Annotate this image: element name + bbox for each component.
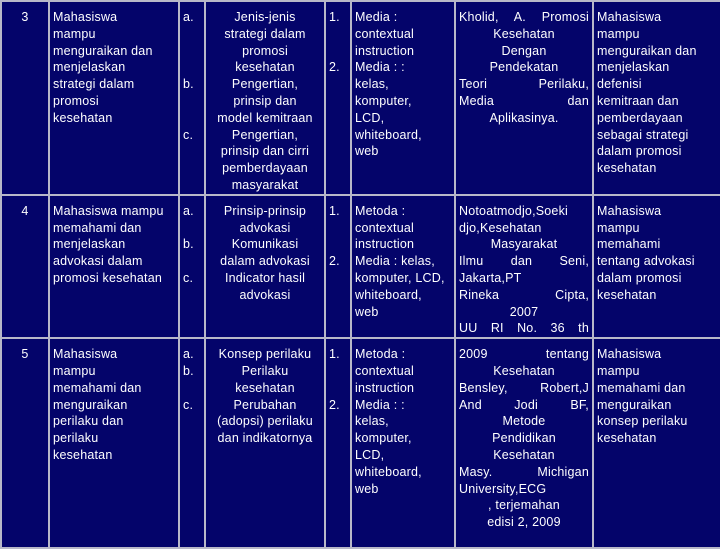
material-item-text: Jenis-jenis (234, 10, 296, 24)
objective-line: menguraikan (53, 397, 128, 412)
spacer (183, 287, 201, 304)
spacer (329, 380, 347, 397)
material-item-label: c. (183, 127, 194, 142)
spacer (329, 110, 347, 127)
outcome-line: menguraikan dan (597, 43, 697, 58)
material-item-text: advokasi (239, 287, 291, 302)
outcome-line: memahami dan (597, 380, 686, 395)
spacer (183, 220, 201, 237)
spacer (329, 430, 347, 447)
reference-line: Aplikasinya. (489, 110, 559, 125)
method-item-text: komputer, (355, 93, 412, 108)
material-item-label: c. (183, 397, 194, 412)
method-item-text: komputer, LCD, (355, 270, 445, 285)
reference-cell (455, 195, 593, 338)
reference-line: Jakarta,PT (459, 270, 522, 285)
method-label-cell (325, 1, 351, 195)
objective-line: promosi kesehatan (53, 270, 163, 285)
method-item-label: 2. (329, 60, 340, 75)
spacer (183, 177, 201, 194)
objective-line: kesehatan (53, 110, 113, 125)
row-number: 3 (21, 10, 29, 24)
reference-line: Ilmu dan Seni, (459, 254, 589, 269)
reference-line: Metode (502, 414, 546, 429)
method-item-label: 1. (329, 347, 340, 362)
material-item-label: a. (183, 347, 194, 362)
method-item-text: Media : : (355, 60, 405, 75)
outcome-cell (593, 338, 720, 548)
spacer (329, 220, 347, 237)
spacer (329, 287, 347, 304)
material-item-text: prinsip dan cirri (220, 144, 310, 159)
material-item-text: dan indikatornya (217, 431, 313, 446)
reference-line: 2007 (509, 304, 539, 319)
reference-line: djo,Kesehatan (459, 220, 542, 235)
table-row (1, 195, 720, 338)
objective-line: Mahasiswa (53, 347, 118, 362)
reference-line: , terjemahan (488, 498, 560, 513)
reference-line: Notoatmodjo,Soeki (459, 203, 569, 218)
material-item-label: a. (183, 203, 194, 218)
spacer (329, 43, 347, 60)
objective-line: mampu (53, 363, 96, 378)
method-item-text: komputer, (355, 431, 412, 446)
method-item-text: LCD, (355, 447, 385, 462)
spacer (329, 143, 347, 160)
reference-line: Rineka Cipta, (459, 287, 589, 302)
spacer (329, 413, 347, 430)
objective-line: menguraikan dan (53, 43, 153, 58)
method-item-text: whiteboard, (355, 127, 422, 142)
outcome-line: menguraikan (597, 397, 672, 412)
reference-line: Kesehatan (493, 363, 555, 378)
material-item-text: pemberdayaan (222, 161, 308, 176)
material-cell (205, 1, 325, 195)
outcome-line: kesehatan (597, 431, 657, 446)
outcome-line: kesehatan (597, 161, 657, 176)
reference-line: University,ECG (459, 481, 547, 496)
table-row (1, 1, 720, 195)
material-label-cell (179, 338, 205, 548)
reference-line: 2009 tentang (459, 347, 589, 362)
objective-line: promosi (53, 93, 99, 108)
outcome-line: sebagai strategi (597, 127, 689, 142)
material-item-text: prinsip dan (233, 93, 297, 108)
objective-line: mampu (53, 26, 96, 41)
reference-line: Masy. Michigan (459, 464, 589, 479)
spacer (183, 93, 201, 110)
material-cell (205, 338, 325, 548)
method-item-text: instruction (355, 237, 415, 252)
material-item-text: dalam advokasi (220, 254, 310, 269)
material-item-text: kesehatan (235, 60, 295, 75)
reference-line: UU RI No. 36 th (459, 321, 589, 336)
material-item-text: Pengertian, (231, 77, 299, 92)
spacer (183, 430, 201, 447)
objective-cell (49, 338, 179, 548)
row-number-cell (1, 195, 49, 338)
method-label-cell (325, 338, 351, 548)
material-item-text: Perubahan (233, 397, 297, 412)
objective-cell (49, 195, 179, 338)
method-item-text: whiteboard, (355, 287, 422, 302)
objective-line: Mahasiswa mampu (53, 203, 164, 218)
outcome-line: Mahasiswa (597, 347, 662, 362)
method-item-text: LCD, (355, 110, 385, 125)
row-number-cell (1, 338, 49, 548)
material-item-text: (adopsi) perilaku (217, 414, 313, 429)
method-item-text: whiteboard, (355, 464, 422, 479)
spacer (183, 160, 201, 177)
spacer (183, 26, 201, 43)
spacer (329, 93, 347, 110)
objective-line: menjelaskan (53, 237, 126, 252)
row-number: 5 (21, 347, 29, 362)
spacer (329, 464, 347, 481)
material-item-label: b. (183, 363, 194, 378)
reference-cell (455, 1, 593, 195)
method-item-text: kelas, (355, 77, 389, 92)
method-item-label: 1. (329, 203, 340, 218)
method-item-text: contextual (355, 363, 414, 378)
method-item-text: instruction (355, 43, 415, 58)
reference-cell (455, 338, 593, 548)
spacer (183, 43, 201, 60)
spacer (329, 270, 347, 287)
spacer (329, 76, 347, 93)
method-item-label: 2. (329, 254, 340, 269)
row-number: 4 (21, 203, 29, 218)
material-item-text: advokasi (239, 220, 291, 235)
method-cell (351, 1, 455, 195)
method-item-text: Media : kelas, (355, 254, 435, 269)
spacer (183, 59, 201, 76)
outcome-line: Mahasiswa (597, 10, 662, 24)
material-item-text: Indicator hasil (224, 270, 306, 285)
reference-line: Pendidikan (492, 431, 556, 446)
material-item-label: b. (183, 77, 194, 92)
objective-line: advokasi dalam (53, 254, 143, 269)
outcome-line: tentang advokasi (597, 254, 695, 269)
outcome-cell (593, 195, 720, 338)
objective-line: strategi dalam (53, 77, 135, 92)
spacer (329, 363, 347, 380)
outcome-line: konsep perilaku (597, 414, 688, 429)
method-item-label: 1. (329, 10, 340, 24)
material-item-label: a. (183, 10, 194, 24)
method-item-text: web (355, 304, 379, 319)
material-item-text: Perilaku (241, 363, 289, 378)
reference-line: Masyarakat (490, 237, 558, 252)
reference-line: Dengan (501, 43, 547, 58)
objective-line: perilaku (53, 431, 99, 446)
reference-line: Kesehatan (493, 26, 555, 41)
method-item-text: Media : : (355, 397, 405, 412)
method-item-text: Media : (355, 10, 398, 24)
outcome-line: mampu (597, 220, 640, 235)
outcome-line: defenisi (597, 77, 642, 92)
material-cell (205, 195, 325, 338)
method-item-text: web (355, 481, 379, 496)
spacer (183, 253, 201, 270)
objective-line: Mahasiswa (53, 10, 118, 24)
material-item-text: masyarakat (231, 177, 299, 192)
outcome-line: kemitraan dan (597, 93, 679, 108)
method-item-text: web (355, 144, 379, 159)
material-item-text: Pengertian, (231, 127, 299, 142)
spacer (183, 143, 201, 160)
method-item-text: Metoda : (355, 203, 406, 218)
method-cell (351, 338, 455, 548)
material-item-label: b. (183, 237, 194, 252)
outcome-line: kesehatan (597, 287, 657, 302)
objective-line: perilaku dan (53, 414, 124, 429)
reference-line: Media dan (459, 93, 589, 108)
material-item-text: promosi (242, 43, 288, 58)
outcome-line: mampu (597, 363, 640, 378)
material-item-label: c. (183, 270, 194, 285)
material-item-text: strategi dalam (224, 26, 306, 41)
material-item-text: kesehatan (235, 380, 295, 395)
material-item-text: model kemitraan (217, 110, 313, 125)
method-item-text: contextual (355, 26, 414, 41)
reference-line: Kholid, A. Promosi (459, 10, 589, 24)
outcome-line: pemberdayaan (597, 110, 683, 125)
reference-line: And Jodi BF, (459, 397, 589, 412)
method-item-text: instruction (355, 380, 415, 395)
method-label-cell (325, 195, 351, 338)
reference-line: Bensley, Robert,J (459, 380, 589, 395)
spacer (329, 236, 347, 253)
method-item-text: Metoda : (355, 347, 406, 362)
objective-line: memahami dan (53, 380, 142, 395)
objective-cell (49, 1, 179, 195)
spacer (183, 380, 201, 397)
spacer (329, 481, 347, 498)
outcome-line: memahami (597, 237, 661, 252)
material-label-cell (179, 1, 205, 195)
outcome-line: dalam promosi (597, 270, 682, 285)
reference-line: Pendekatan (489, 60, 559, 75)
outcome-line: menjelaskan (597, 60, 670, 75)
method-item-label: 2. (329, 397, 340, 412)
spacer (183, 413, 201, 430)
material-item-text: Komunikasi (231, 237, 299, 252)
objective-line: menjelaskan (53, 60, 126, 75)
outcome-line: dalam promosi (597, 144, 682, 159)
reference-line: edisi 2, 2009 (487, 515, 561, 530)
spacer (329, 26, 347, 43)
spacer (329, 304, 347, 321)
objective-line: kesehatan (53, 447, 113, 462)
spacer (329, 447, 347, 464)
outcome-line: Mahasiswa (597, 203, 662, 218)
table-row (1, 338, 720, 548)
method-item-text: kelas, (355, 414, 389, 429)
material-item-text: Prinsip-prinsip (223, 203, 307, 218)
spacer (183, 110, 201, 127)
method-item-text: contextual (355, 220, 414, 235)
outcome-cell (593, 1, 720, 195)
outcome-line: mampu (597, 26, 640, 41)
objective-line: memahami dan (53, 220, 142, 235)
reference-line: Teori Perilaku, (459, 77, 589, 92)
row-number-cell (1, 1, 49, 195)
spacer (329, 127, 347, 144)
method-cell (351, 195, 455, 338)
material-item-text: Konsep perilaku (218, 347, 312, 362)
reference-line: Kesehatan (493, 447, 555, 462)
material-label-cell (179, 195, 205, 338)
